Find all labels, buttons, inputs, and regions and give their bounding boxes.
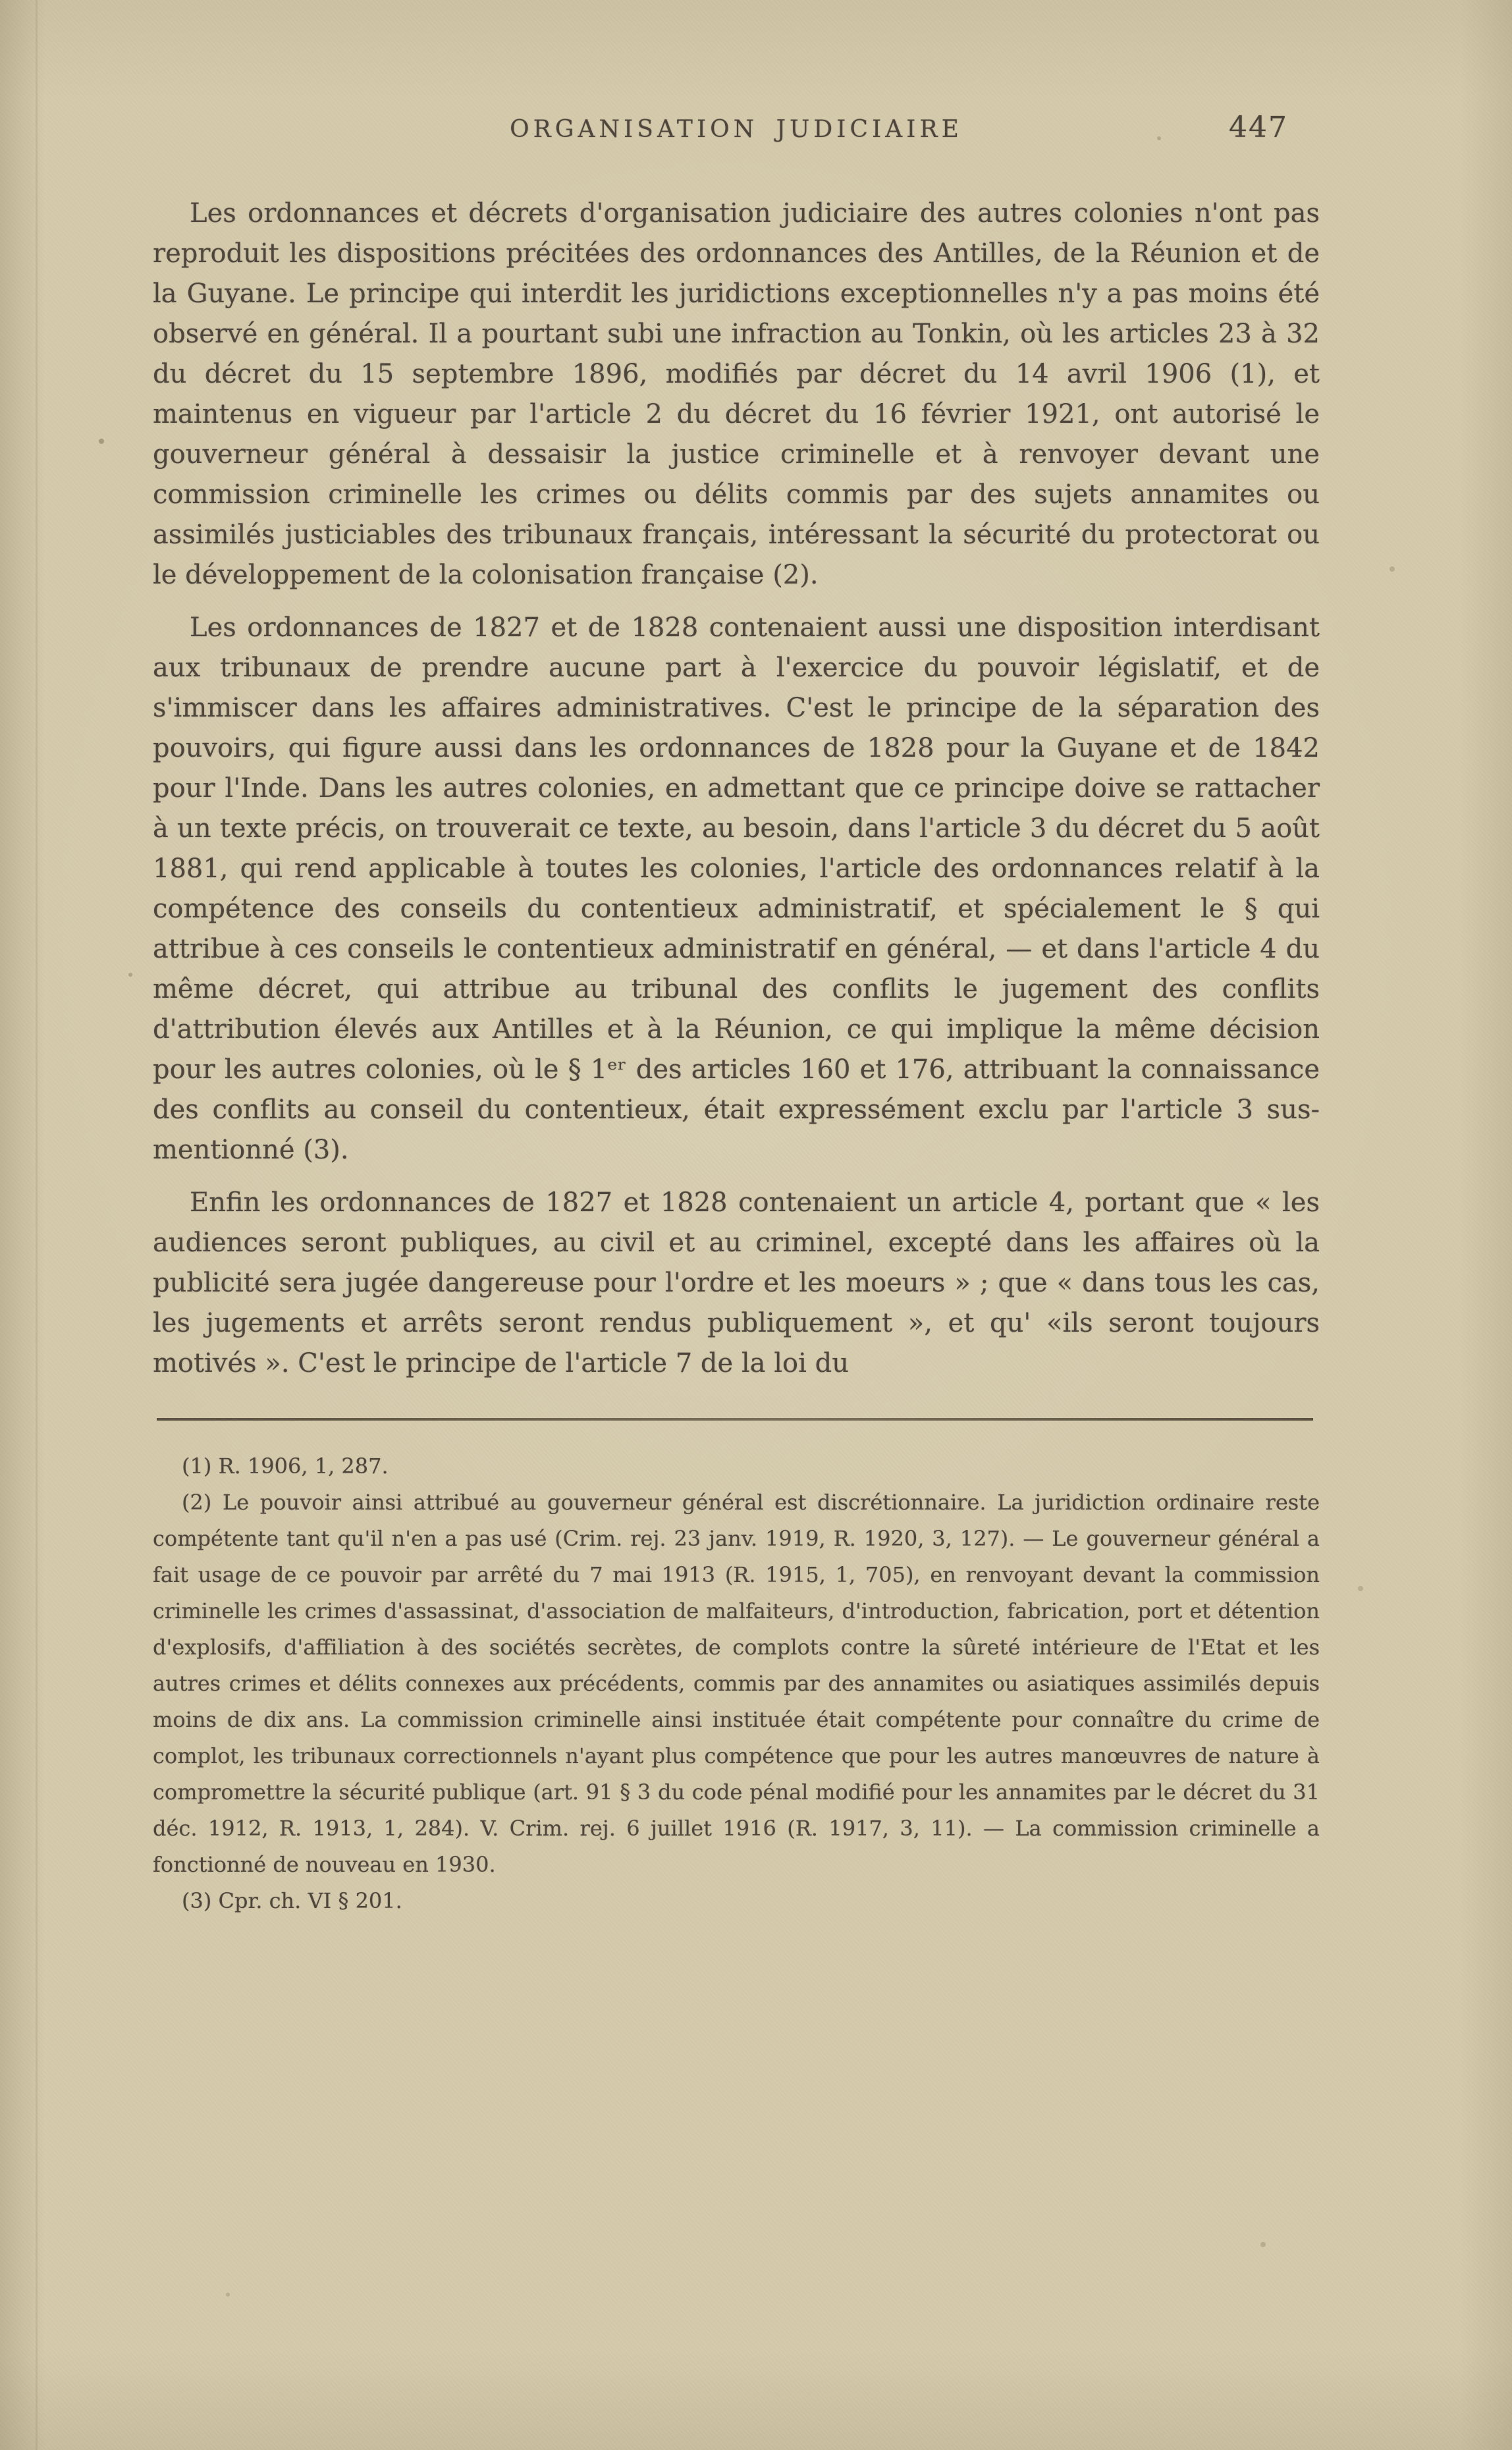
footnote-separator-rule	[157, 1418, 1313, 1421]
footnote-2: (2) Le pouvoir ainsi attribué au gouverneur général est discrétionnaire. La juridiction ordinaire reste compétente tant qu'il n'en a pas usé (Crim. rej. 23 janv. 1919, R. 1920, 3, 127). — Le gouverneur général a fait usage de ce pouvoir par arrêté du 7 mai 1913 (R. 1915, 1, 705), en renvoyant devant la commission criminelle les crimes d'assassinat, d'association de malfaiteurs, d'introduction, fabrication, port et détention d'explosifs, d'affiliation à des sociétés secrètes, de complots contre la sûreté intérieure de l'Etat et les autres crimes et délits connexes aux précédents, commis par des annamites ou asiatiques assimilés depuis moins de dix ans. La commission criminelle ainsi instituée était compétente pour connaître du crime de complot, les tribunaux correctionnels n'ayant plus compétence que pour les autres manœuvres de nature à compromettre la sécurité publique (art. 91 § 3 du code pénal modifié pour les annamites par le décret du 31 déc. 1912, R. 1913, 1, 284). V. Crim. rej. 6 juillet 1916 (R. 1917, 3, 11). — La commission criminelle a fonctionné de nouveau en 1930.	[153, 1490, 1320, 1877]
body-text	[153, 194, 1320, 1384]
page-header	[153, 111, 1320, 157]
footnote-1: (1) R. 1906, 1, 287.	[182, 1454, 389, 1479]
paper-specks	[0, 0, 3, 3]
page-content	[153, 194, 1320, 1919]
running-title: ORGANISATION JUDICIAIRE	[510, 116, 963, 143]
footnote-3: (3) Cpr. ch. VI § 201.	[182, 1888, 402, 1913]
page-number: 447	[1229, 111, 1288, 144]
paragraph-1: Les ordonnances et décrets d'organisation judiciaire des autres colonies n'ont pas reproduit les dispositions précitées des ordonnances des Antilles, de la Réunion et de la Guyane. Le principe qui interdit les juridictions exceptionnelles n'y a pas moins été observé en général. Il a pourtant subi une infraction au Tonkin, où les articles 23 à 32 du décret du 15 septembre 1896, modifiés par décret du 14 avril 1906 (1), et maintenus en vigueur par l'article 2 du décret du 16 février 1921, ont autorisé le gouverneur général à dessaisir la justice criminelle et à renvoyer devant une commission criminelle les crimes ou délits commis par des sujets annamites ou assimilés justiciables des tribunaux français, intéressant la sécurité du protectorat ou le développement de la colonisation française (2).	[153, 198, 1320, 590]
paragraph-3: Enfin les ordonnances de 1827 et 1828 contenaient un article 4, portant que « les audiences seront publiques, au civil et au criminel, excepté dans les affaires où la publicité sera jugée dangereuse pour l'ordre et les moeurs » ; que « dans tous les cas, les jugements et arrêts seront rendus publiquement », et qu' «ils seront toujours motivés ». C'est le principe de l'article 7 de la loi du	[153, 1187, 1320, 1378]
paragraph-2: Les ordonnances de 1827 et de 1828 contenaient aussi une disposition interdisant aux tribunaux de prendre aucune part à l'exercice du pouvoir législatif, et de s'immiscer dans les affaires administratives. C'est le principe de la séparation des pouvoirs, qui figure aussi dans les ordonnances de 1828 pour la Guyane et de 1842 pour l'Inde. Dans les autres colonies, en admettant que ce principe doive se rattacher à un texte précis, on trouverait ce texte, au besoin, dans l'article 3 du décret du 5 août 1881, qui rend applicable à toutes les colonies, l'article des ordonnances relatif à la compétence des conseils du contentieux administratif, et spécialement le § qui attribue à ces conseils le contentieux administratif en général, — et dans l'article 4 du même décret, qui attribue au tribunal des conflits le jugement des conflits d'attribution élevés aux Antilles et à la Réunion, ce qui implique la même décision pour les autres colonies, où le § 1ᵉʳ des articles 160 et 176, attribuant la connaissance des conflits au conseil du contentieux, était expressément exclu par l'article 3 sus-mentionné (3).	[153, 612, 1320, 1165]
footnotes	[153, 1448, 1320, 1919]
page-fold-line	[36, 0, 38, 2450]
